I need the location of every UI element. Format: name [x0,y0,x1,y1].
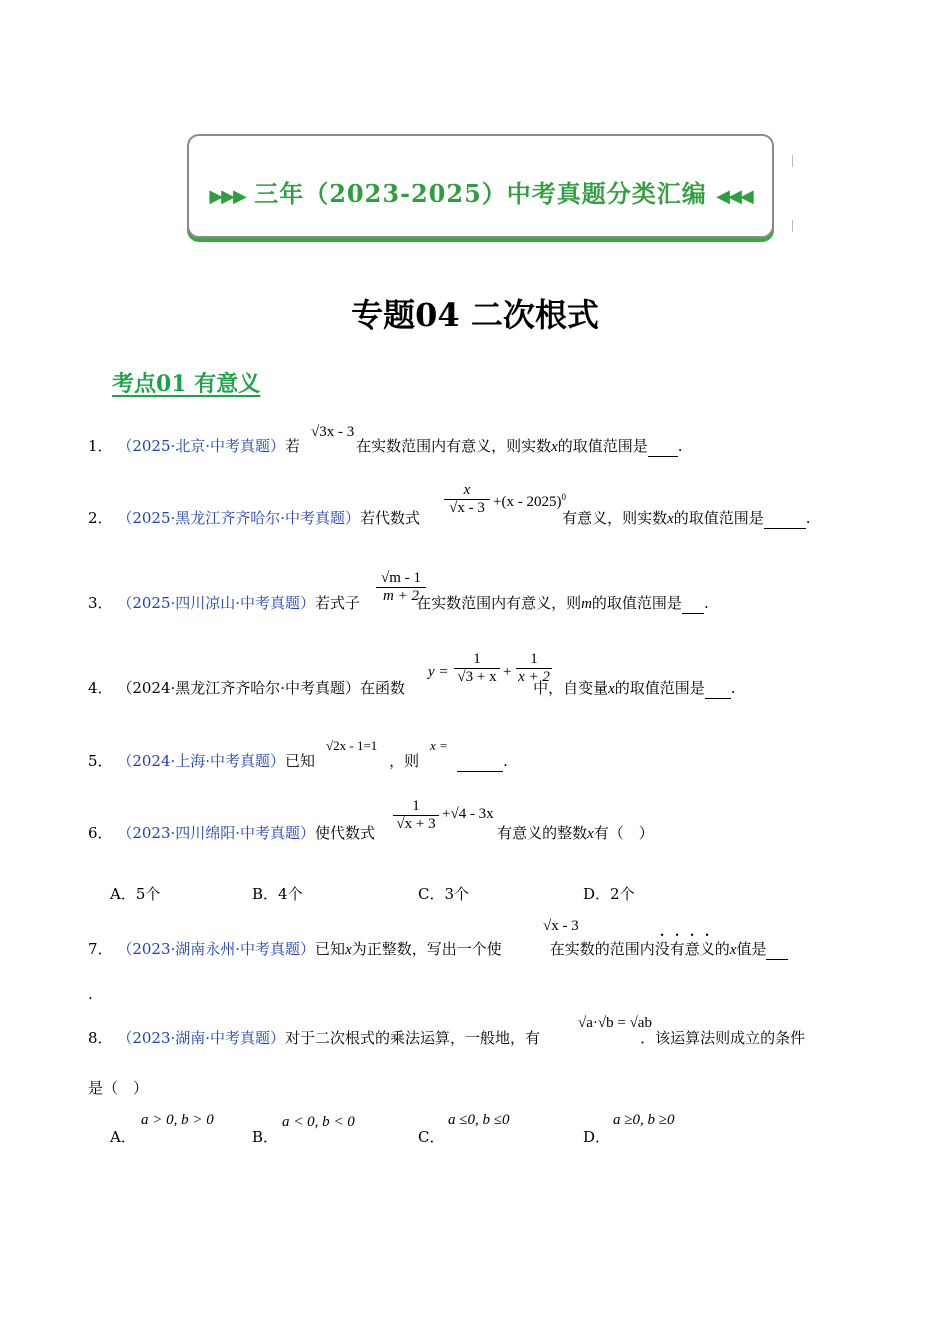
option-d[interactable] [583,883,635,904]
fraction [376,570,426,605]
question-text: 在实数范围内有意义，则实数 [356,437,552,455]
question-text: 是（ ） [88,1079,149,1097]
question-number: 1． [88,437,113,455]
fraction-denominator: x + 2 [516,668,552,686]
variable: m [581,596,592,612]
option-label: B． [252,1128,279,1146]
question-source: （2023·湖南·中考真题） [117,1029,286,1047]
question-text: 在实数范围内有意义，则 [416,594,582,612]
question-text: . [805,509,811,527]
question-text: 已知 [315,940,346,958]
fraction-denominator: √x - 3 [444,499,490,517]
variable: x [551,439,558,455]
question-6 [88,823,654,844]
page-title: 专题04 二次根式 [351,296,599,334]
option-c[interactable] [418,1126,444,1147]
question-source: （2025·北京·中考真题） [117,437,286,455]
option-label: A． [110,885,136,903]
math-term: =1 [363,738,378,753]
option-a[interactable] [110,1126,136,1147]
math-exponent: 0 [561,492,566,502]
option-label: D． [583,1128,611,1146]
question-text: 若 [285,437,301,455]
arrow-left-icon: ◀◀◀ [716,186,752,207]
fraction-denominator: √x + 3 [393,815,439,833]
variable: x [667,511,674,527]
option-label: C． [418,885,445,903]
section-heading: 考点01 有意义 [112,371,261,397]
question-7 [88,931,788,960]
math-expression: √3x - 3 [311,424,355,440]
question-source: （2024·黑龙江齐齐哈尔·中考真题） [117,679,361,697]
math-term: √2x - 1 [326,738,364,753]
variable: x [608,681,615,697]
fraction-denominator: m + 2 [376,587,426,605]
question-text: . [677,437,683,455]
option-value: a > 0, b > 0 [141,1112,214,1128]
option-label: C． [418,1128,445,1146]
answer-blank [766,939,788,960]
question-text: 的 [714,940,730,958]
option-value: 2个 [610,885,635,903]
fraction [454,651,500,686]
math-term: +(x - 2025) [493,494,562,510]
question-text: 的取值范围是 [614,679,705,697]
arrow-right-icon: ▶▶▶ [209,186,245,207]
option-value: 5个 [135,885,161,903]
question-source: （2025·黑龙江齐齐哈尔·中考真题） [117,509,361,527]
option-value: a < 0, b < 0 [282,1114,355,1130]
question-source: （2023·湖南永州·中考真题） [117,940,316,958]
question-number: 4． [88,679,113,697]
math-expression [493,492,566,511]
fraction [516,651,552,686]
question-8 [88,1028,805,1048]
option-d[interactable] [583,1126,610,1147]
question-text: 的取值范围是 [591,594,682,612]
question-text: . [703,594,709,612]
question-text: 有（ ） [593,824,654,842]
option-b[interactable] [252,1126,278,1147]
math-variable: x = [430,738,448,753]
question-text: . [730,679,736,697]
option-value: a ≥0, b ≥0 [613,1112,675,1128]
question-text: 对于二次根式的乘法运算，一般地，有 [285,1029,541,1047]
question-text: . [88,985,93,1003]
variable: x [587,826,594,842]
question-text: ，则 [389,752,420,770]
fraction-numerator: 1 [473,651,481,667]
variable: x [345,942,352,958]
question-text: 有意义，则实数 [562,509,668,527]
option-a[interactable] [110,883,160,904]
math-expression [326,738,377,754]
fraction [444,482,490,517]
question-1 [88,436,683,457]
fraction-numerator: √m - 1 [381,570,421,586]
edge-mark [792,155,793,167]
question-number: 8． [88,1029,113,1047]
option-value: 4个 [278,885,303,903]
answer-blank [457,751,503,772]
question-text: 值是 [736,940,767,958]
question-text: 中，自变量 [533,679,609,697]
question-number: 5． [88,752,113,770]
answer-blank [648,436,678,457]
option-label: D． [583,885,611,903]
question-4 [88,678,736,699]
question-number: 7． [88,940,113,958]
fraction-numerator: 1 [530,651,538,667]
option-label: A． [110,1128,136,1146]
math-operator: + [503,664,512,680]
fraction-numerator: 1 [412,798,420,814]
question-text: 的取值范围是 [673,509,764,527]
question-text: 有意义的整数 [497,824,588,842]
emphasized-text: 没有意义 [654,940,715,958]
variable: x [729,942,737,958]
option-value: 3个 [444,885,470,903]
question-number: 3． [88,594,113,612]
question-text: 的取值范围是 [557,437,648,455]
question-source: （2025·四川凉山·中考真题） [117,594,316,612]
question-text: 在实数的范围内 [549,940,655,958]
option-c[interactable] [418,883,469,904]
question-number: 6． [88,824,113,842]
fraction [393,798,439,833]
question-text: 若代数式 [360,509,421,527]
question-text: 若式子 [315,594,361,612]
question-text: 使代数式 [315,824,376,842]
fraction-numerator: x [463,482,471,498]
math-expression: +√4 - 3x [442,806,494,822]
fraction-denominator: √3 + x [454,668,500,686]
answer-blank [682,593,704,614]
math-expression: √a·√b = √ab [578,1015,652,1031]
banner-title: 三年（2023-2025）中考真题分类汇编 [254,179,707,208]
banner-text-row [189,174,772,209]
option-label: B． [252,885,279,903]
question-source: （2024·上海·中考真题） [117,752,286,770]
option-value: a ≤0, b ≤0 [448,1112,510,1128]
answer-blank [705,678,731,699]
question-text: 在函数 [360,679,406,697]
question-text: 已知 [285,752,316,770]
option-b[interactable] [252,883,303,904]
question-text: 为正整数，写出一个使 [351,940,502,958]
answer-blank [764,508,806,529]
question-5 [88,751,508,772]
header-banner [187,134,774,238]
math-expression: √x - 3 [543,918,579,934]
question-number: 2． [88,509,113,527]
question-text: . [503,752,508,770]
math-expression: y = [428,664,449,680]
edge-mark [792,220,793,232]
question-source: （2023·四川绵阳·中考真题） [117,824,316,842]
question-text: ．该运算法则成立的条件 [640,1029,806,1047]
